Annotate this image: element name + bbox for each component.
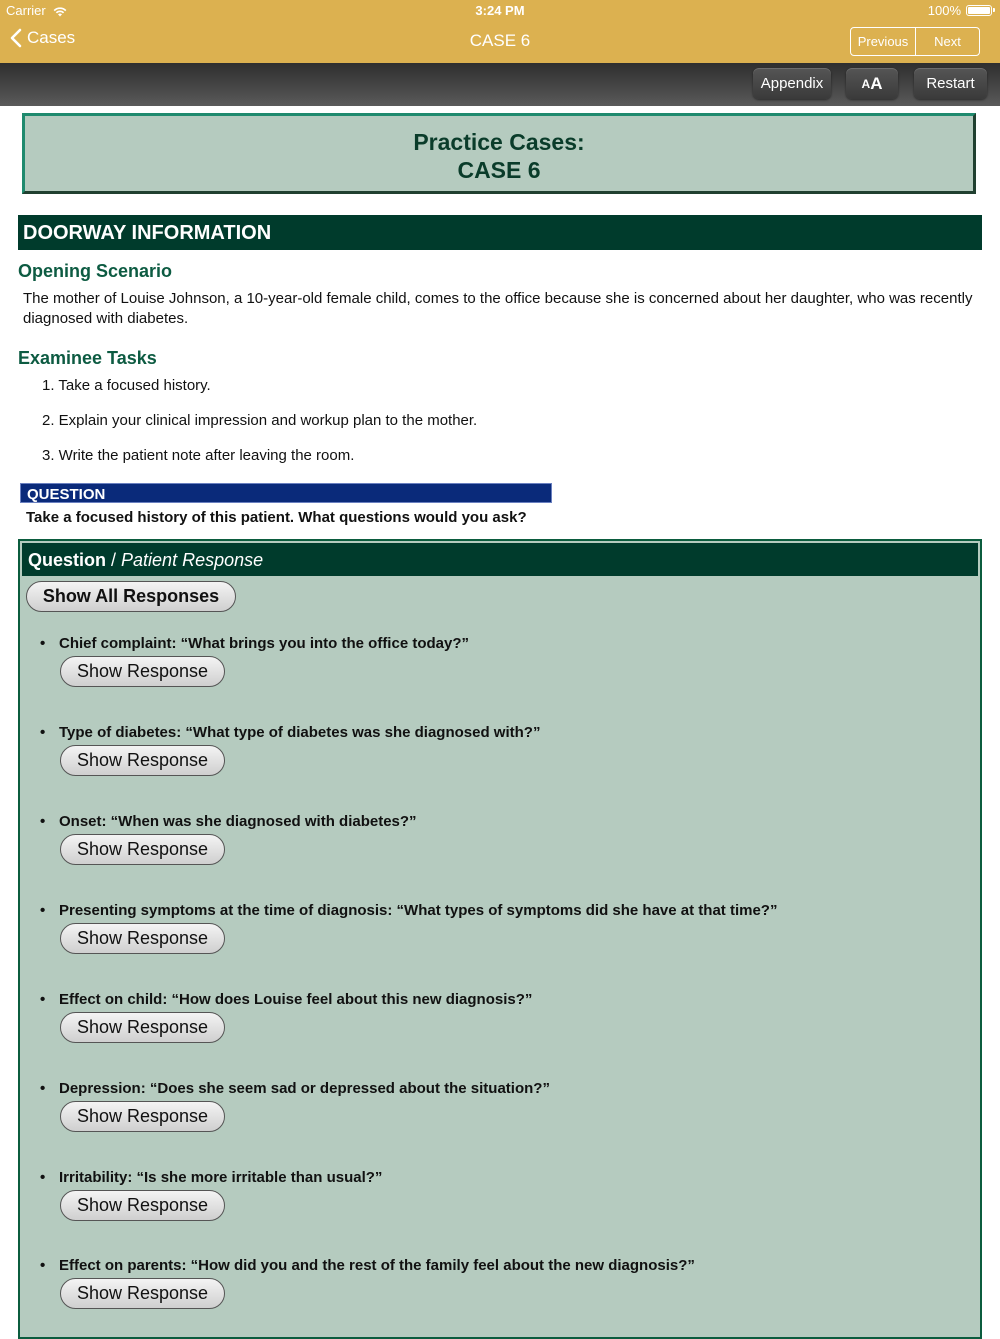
toolbar (0, 63, 1000, 106)
next-button[interactable]: Next (934, 34, 961, 49)
question-item: • Effect on child: “How does Louise feel about this new diagnosis?” (59, 991, 532, 1008)
battery-percent: 100% (927, 3, 961, 18)
question-item: • Effect on parents: “How did you and the rest of the family feel about the new diagnosis?” (59, 1257, 695, 1274)
header-question: Question (28, 550, 107, 570)
prev-next-control (850, 27, 980, 56)
show-response-button[interactable]: Show Response (60, 656, 225, 687)
header-separator: / (106, 550, 122, 570)
status-time: 3:24 PM (475, 3, 525, 18)
question-text: Take a focused history of this patient. What questions would you ask? (26, 509, 527, 526)
page-title: CASE 6 (469, 31, 531, 50)
restart-button[interactable]: Restart (914, 68, 987, 99)
navigation-bar (0, 0, 1000, 63)
task-item: 1. Take a focused history. (42, 377, 211, 394)
task-item: 2. Explain your clinical impression and workup plan to the mother. (42, 412, 478, 429)
previous-button[interactable]: Previous (851, 28, 916, 55)
status-battery (928, 3, 992, 18)
opening-scenario-text: The mother of Louise Johnson, a 10-year-old female child, comes to the office because she is concerned about her daughter, who was recently diagnosed with diabetes. (23, 290, 973, 327)
doorway-section-title: DOORWAY INFORMATION (18, 215, 982, 250)
question-label: QUESTION (20, 483, 552, 503)
back-label: Cases (27, 28, 76, 47)
show-response-button[interactable]: Show Response (60, 834, 225, 865)
question-item: • Irritability: “Is she more irritable than usual?” (59, 1169, 382, 1186)
question-item: • Presenting symptoms at the time of diagnosis: “What types of symptoms did she have at that time?” (59, 902, 777, 919)
show-response-button[interactable]: Show Response (60, 1278, 225, 1309)
question-response-panel (18, 539, 982, 1339)
header-response: Patient Response (121, 550, 264, 570)
battery-icon (966, 5, 992, 16)
question-item: • Type of diabetes: “What type of diabetes was she diagnosed with?” (59, 724, 540, 741)
show-response-button[interactable]: Show Response (60, 1012, 225, 1043)
case-header-line2: CASE 6 (457, 157, 541, 183)
show-response-button[interactable]: Show Response (60, 745, 225, 776)
carrier-label: Carrier (6, 3, 46, 18)
font-big-glyph: A (870, 73, 883, 93)
font-small-glyph: A (861, 76, 871, 91)
show-all-responses-button[interactable]: Show All Responses (26, 581, 236, 612)
question-item: • Onset: “When was she diagnosed with diabetes?” (59, 813, 417, 830)
case-header (22, 113, 976, 194)
examinee-tasks-heading: Examinee Tasks (18, 348, 157, 368)
show-response-button[interactable]: Show Response (60, 923, 225, 954)
task-item: 3. Write the patient note after leaving the room. (42, 447, 355, 464)
question-item: • Depression: “Does she seem sad or depressed about the situation?” (59, 1080, 550, 1097)
font-size-button[interactable] (846, 68, 898, 99)
show-response-button[interactable]: Show Response (60, 1190, 225, 1221)
show-response-button[interactable]: Show Response (60, 1101, 225, 1132)
question-response-header (22, 543, 978, 576)
question-item: • Chief complaint: “What brings you into the office today?” (59, 635, 469, 652)
appendix-button[interactable]: Appendix (753, 68, 831, 99)
opening-scenario-heading: Opening Scenario (18, 261, 173, 281)
case-header-line1: Practice Cases: (413, 129, 585, 155)
